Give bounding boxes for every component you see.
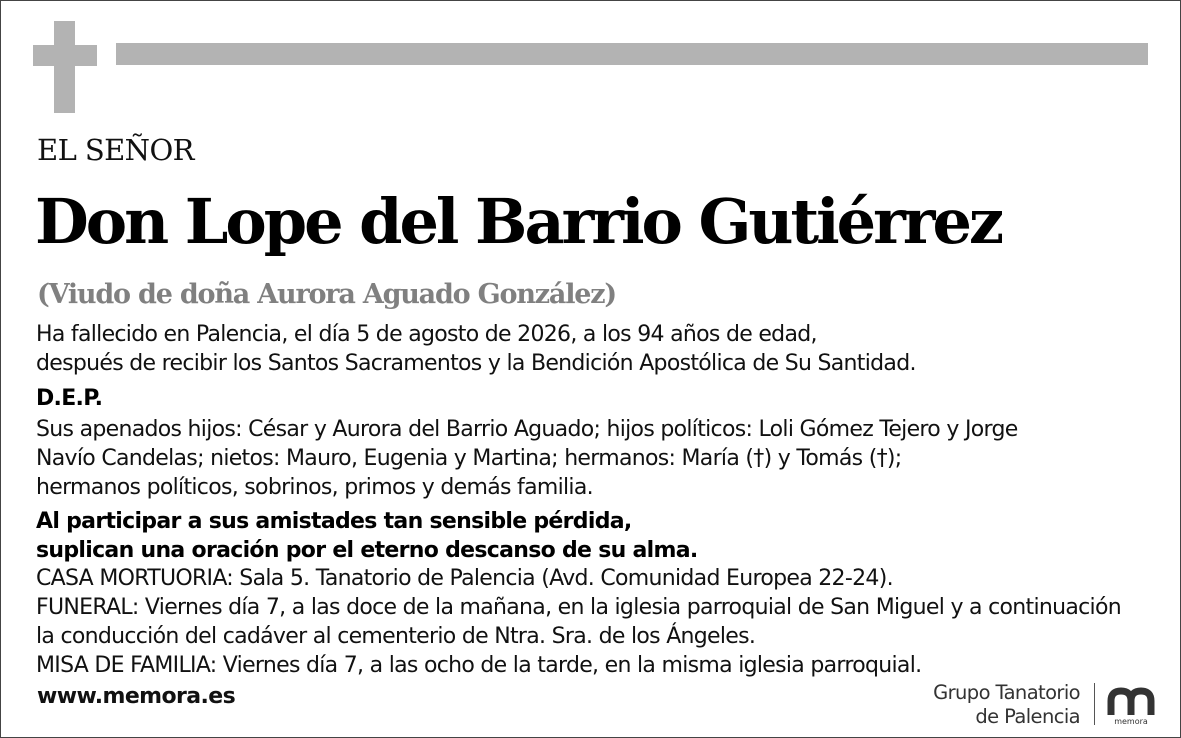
prayer-request-line: suplican una oración por el eterno descanso de su alma. [36,538,698,563]
prayer-request [36,507,1152,565]
latin-cross-icon [33,21,97,113]
memora-m-logo-icon [1106,685,1156,729]
funeral-info: FUNERAL: Viernes día 7, a las doce de la mañana, en la iglesia parroquial de San Miguel y a continuación [36,595,1121,620]
cross-vertical-bar [54,21,75,113]
website-link[interactable]: www.memora.es [37,684,236,709]
family-line: hermanos políticos, sobrinos, primos y demás familia. [36,475,593,500]
brand-line: de Palencia [975,705,1080,728]
family-line: Sus apenados hijos: César y Aurora del Barrio Aguado; hijos políticos: Loli Gómez Tejero y Jorge [36,417,1018,442]
funeral-info-continued: la conducción del cadáver al cementerio de Ntra. Sra. de los Ángeles. [36,624,756,649]
brand-divider [1094,683,1095,725]
brand-name [933,681,1080,729]
death-notice-line: después de recibir los Santos Sacramentos y la Bendición Apostólica de Su Santidad. [36,351,916,376]
family-list [36,415,1152,502]
service-details [36,564,1152,680]
family-line: Navío Candelas; nietos: Mauro, Eugenia y Martina; hermanos: María (†) y Tomás (†); [36,446,902,471]
death-notice-line: Ha fallecido en Palencia, el día 5 de agosto de 2026, a los 94 años de edad, [36,322,817,347]
brand-line: Grupo Tanatorio [933,681,1080,704]
dep-label: D.E.P. [36,386,103,411]
dep-block [36,384,1152,413]
wake-location: CASA MORTUORIA: Sala 5. Tanatorio de Palencia (Avd. Comunidad Europea 22-24). [36,566,893,591]
prayer-request-line: Al participar a sus amistades tan sensible pérdida, [36,509,632,534]
cross-horizontal-bar [33,45,97,66]
deceased-name: Don Lope del Barrio Gutiérrez [35,185,1002,258]
header-divider-bar [116,43,1148,65]
brand-footer [906,681,1166,729]
widow-line: (Viudo de doña Aurora Aguado González) [37,279,616,310]
logo-caption: memora [1114,717,1148,726]
death-notice [36,320,1152,378]
honorific-heading: EL SEÑOR [37,133,194,167]
family-mass-info: MISA DE FAMILIA: Viernes día 7, a las ocho de la tarde, en la misma iglesia parroquial. [36,653,922,678]
